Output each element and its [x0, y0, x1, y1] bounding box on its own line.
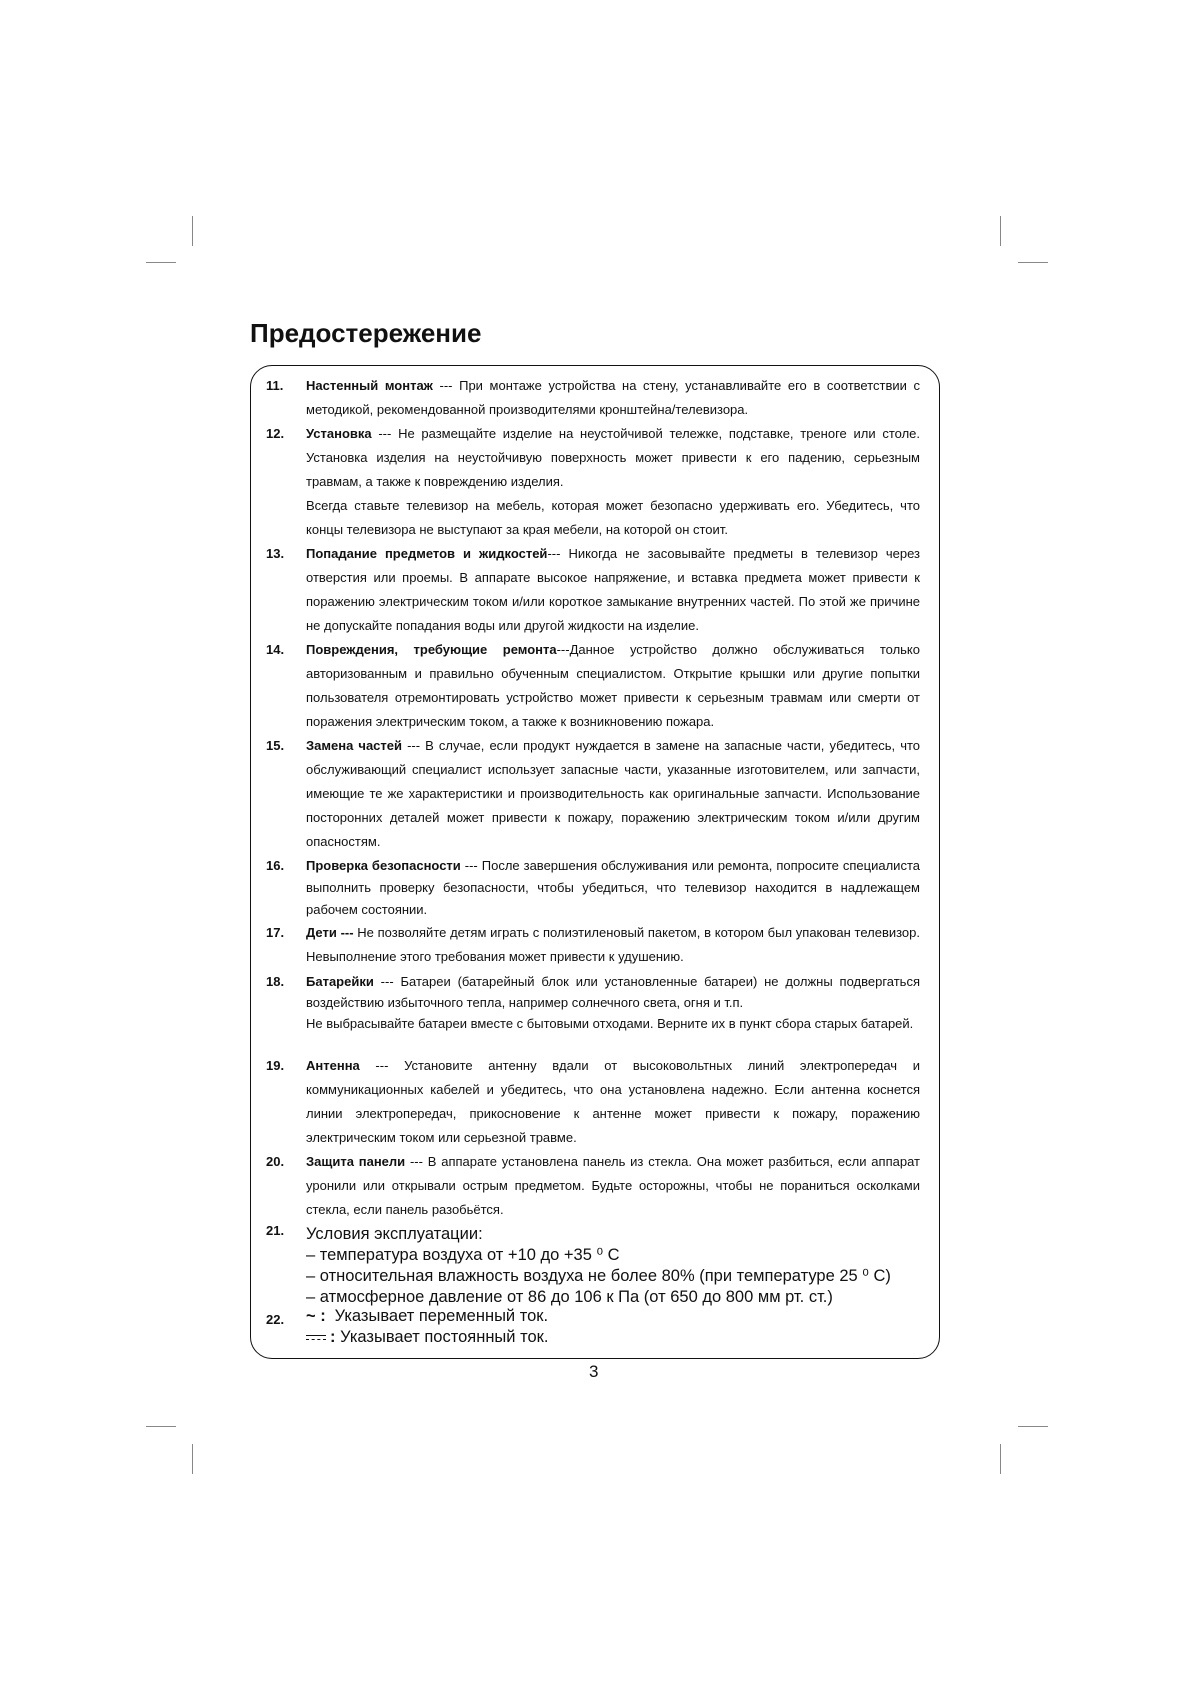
page-title: Предостережение [250, 318, 482, 348]
list-item [266, 1150, 920, 1222]
item-term: Установка [306, 426, 372, 441]
list-item [266, 734, 920, 854]
dc-description: Указывает постоянный ток. [340, 1328, 549, 1346]
item-text: Настенный монтаж --- При монтаже устройства на стену, устанавливайте его в соответствии с методикой, рекомендованной производителями кронштейна/телевизора. [306, 378, 920, 417]
crop-mark [192, 1444, 193, 1474]
symbols-text: ~ : Указывает переменный ток. : Указывает постоянный ток. [306, 1307, 549, 1346]
item-term: Защита панели [306, 1154, 406, 1169]
item-body: В аппарате установлена панель из стекла. Она может разбиться, если аппарат уронили или открывали острым предметом. Будьте осторожны, чтобы не пораниться осколками стекла, если панель разобьётся. [306, 1154, 920, 1217]
item-number: 17. [266, 925, 285, 940]
item-number: 14. [266, 642, 285, 657]
list-item [266, 1054, 920, 1150]
list-item [266, 855, 920, 921]
crop-mark [146, 262, 176, 263]
item-text: Повреждения, требующие ремонта---Данное устройство должно обслуживаться только авторизованным и правильно обученным специалистом. Открытие крышки или другие попытки пользователя отремонтировать устройство может привести к серьезным травмам или смерти от поражения электрическим током, а также к возникновению пожара. [306, 642, 920, 729]
item-number: 15. [266, 738, 285, 753]
item-body: После завершения обслуживания или ремонта, попросите специалиста выполнить проверку безопасности, чтобы убедиться, что телевизор находится в надлежащем рабочем состоянии. [306, 858, 920, 917]
item-number: 19. [266, 1058, 285, 1073]
conditions-heading: Условия эксплуатации: [306, 1225, 483, 1243]
item-number: 22. [266, 1312, 285, 1327]
ac-symbol-icon: ~ : [306, 1307, 326, 1325]
item-number: 16. [266, 858, 285, 873]
item-text: Антенна --- Установите антенну вдали от высоковольтных линий электропередач и коммуникационных кабелей и убедитесь, что она установлена надежно. Если антенна коснется линии электропередач, прикосновение к антенне может привести к пожару, поражению электрическим током или серьезной травме. [306, 1058, 920, 1145]
item-body: Установите антенну вдали от высоковольтных линий электропередач и коммуникационных кабелей и убедитесь, что она установлена надежно. Если антенна коснется линии электропередач, прикосновение к антенне может привести к пожару, поражению электрическим током или серьезной травме. [306, 1058, 920, 1145]
item-body: Данное устройство должно обслуживаться только авторизованным и правильно обученным специалистом. Открытие крышки или другие попытки пользователя отремонтировать устройство может привести к серьезным травмам или смерти от поражения электрическим током, а также к возникновению пожара. [306, 642, 920, 729]
item-text: Установка --- Не размещайте изделие на неустойчивой тележке, подставке, треноге или столе. Установка изделия на неустойчивую поверхность может привести к его падению, серьезным травмам, а также к повреждению изделия. Всегда ставьте телевизор на мебель, которая может безопасно удерживать его. Убедитесь, что концы телевизора не выступают за края мебели, на которой он стоит. [306, 422, 920, 542]
page-number: 3 [589, 1362, 599, 1381]
item-term: Настенный монтаж [306, 378, 433, 393]
item-body: Не размещайте изделие на неустойчивой тележке, подставке, треноге или столе. Установка изделия на неустойчивую поверхность может привести к его падению, серьезным травмам, а также к повреждению изделия. [306, 426, 920, 489]
item-body: Батареи (батарейный блок или установленные батареи) не должны подвергаться воздействию избыточного тепла, например солнечного света, огня и т.п. [306, 974, 920, 1010]
crop-mark [1018, 262, 1048, 263]
item-number: 12. [266, 426, 285, 441]
item-text: Замена частей --- В случае, если продукт нуждается в замене на запасные части, убедитесь, что обслуживающий специалист использует запасные части, указанные изготовителем, или запчасти, имеющие те же характеристики и производительность как оригинальные запчасти. Использование посторонних деталей может привести к пожару, поражению электрическим током и/или другим опасностям. [306, 738, 921, 849]
list-item [266, 542, 920, 638]
item-text: Защита панели --- В аппарате установлена панель из стекла. Она может разбиться, если аппарат уронили или открывали острым предметом. Будьте осторожны, чтобы не пораниться осколками стекла, если панель разобьётся. [306, 1154, 920, 1217]
condition-humidity: – относительная влажность воздуха не более 80% (при температуре 25 ⁰ С) [306, 1267, 891, 1285]
item-body: Не позволяйте детям играть с полиэтиленовый пакетом, в котором был упакован телевизор. Невыполнение этого требования может привести к удушению. [306, 925, 920, 964]
crop-mark [1018, 1426, 1048, 1427]
item-term: Батарейки [306, 974, 374, 989]
crop-mark [146, 1426, 176, 1427]
item-body: При монтаже устройства на стену, устанавливайте его в соответствии с методикой, рекомендованной производителями кронштейна/телевизора. [306, 378, 920, 417]
item-number: 13. [266, 546, 285, 561]
item-number: 11. [266, 378, 284, 393]
item-body: Никогда не засовывайте предметы в телевизор через отверстия или проемы. В аппарате высокое напряжение, и вставка предмета может привести к поражению электрическим током и/или короткое замыкание внутренних частей. По этой же причине не допускайте попадания воды или другой жидкости на изделие. [306, 546, 920, 633]
item-term: Замена частей [306, 738, 402, 753]
item-term: Повреждения, требующие ремонта [306, 642, 557, 657]
condition-pressure: – атмосферное давление от 86 до 106 к Па (от 650 до 800 мм рт. ст.) [306, 1288, 833, 1306]
list-item [266, 971, 920, 1034]
item-term: Попадание предметов и жидкостей [306, 546, 548, 561]
item-body: Всегда ставьте телевизор на мебель, которая может безопасно удерживать его. Убедитесь, что концы телевизора не выступают за края мебели, на которой он стоит. [306, 498, 920, 537]
crop-mark [1000, 1444, 1001, 1474]
list-item [266, 374, 920, 422]
crop-mark [1000, 216, 1001, 246]
conditions-text [306, 1224, 920, 1308]
item-number: 21. [266, 1223, 285, 1238]
item-term: Дети --- [306, 925, 354, 940]
list-item [266, 638, 920, 734]
condition-temperature: – температура воздуха от +10 до +35 ⁰ С [306, 1246, 620, 1264]
item-number: 18. [266, 974, 285, 989]
list-item [266, 422, 920, 542]
item-text: Попадание предметов и жидкостей--- Никогда не засовывайте предметы в телевизор через отверстия или проемы. В аппарате высокое напряжение, и вставка предмета может привести к поражению электрическим током и/или короткое замыкание внутренних частей. По этой же причине не допускайте попадания воды или другой жидкости на изделие. [306, 546, 920, 633]
list-item [266, 921, 920, 969]
item-number: 20. [266, 1154, 285, 1169]
item-text: Проверка безопасности --- После завершения обслуживания или ремонта, попросите специалиста выполнить проверку безопасности, чтобы убедиться, что телевизор находится в надлежащем рабочем состоянии. [306, 858, 920, 917]
item-term: Антенна [306, 1058, 360, 1073]
item-term: Проверка безопасности [306, 858, 461, 873]
item-text [306, 921, 920, 969]
item-body: Не выбрасывайте батареи вместе с бытовыми отходами. Верните их в пункт сбора старых батарей. [306, 1016, 914, 1031]
operating-conditions [266, 1224, 920, 1308]
item-body: В случае, если продукт нуждается в замене на запасные части, убедитесь, что обслуживающий специалист использует запасные части, указанные изготовителем, или запчасти, имеющие те же характеристики и производительность как оригинальные запчасти. Использование посторонних деталей может привести к пожару, поражению электрическим током и/или другим опасностям. [306, 738, 921, 849]
symbols-legend [266, 1306, 920, 1348]
dc-symbol-icon [306, 1333, 326, 1343]
crop-mark [192, 216, 193, 246]
item-text: Батарейки --- Батареи (батарейный блок или установленные батареи) не должны подвергаться воздействию избыточного тепла, например солнечного света, огня и т.п. Не выбрасывайте батареи вместе с бытовыми отходами. Верните их в пункт сбора старых батарей. [306, 971, 920, 1034]
ac-description: Указывает переменный ток. [334, 1307, 549, 1325]
